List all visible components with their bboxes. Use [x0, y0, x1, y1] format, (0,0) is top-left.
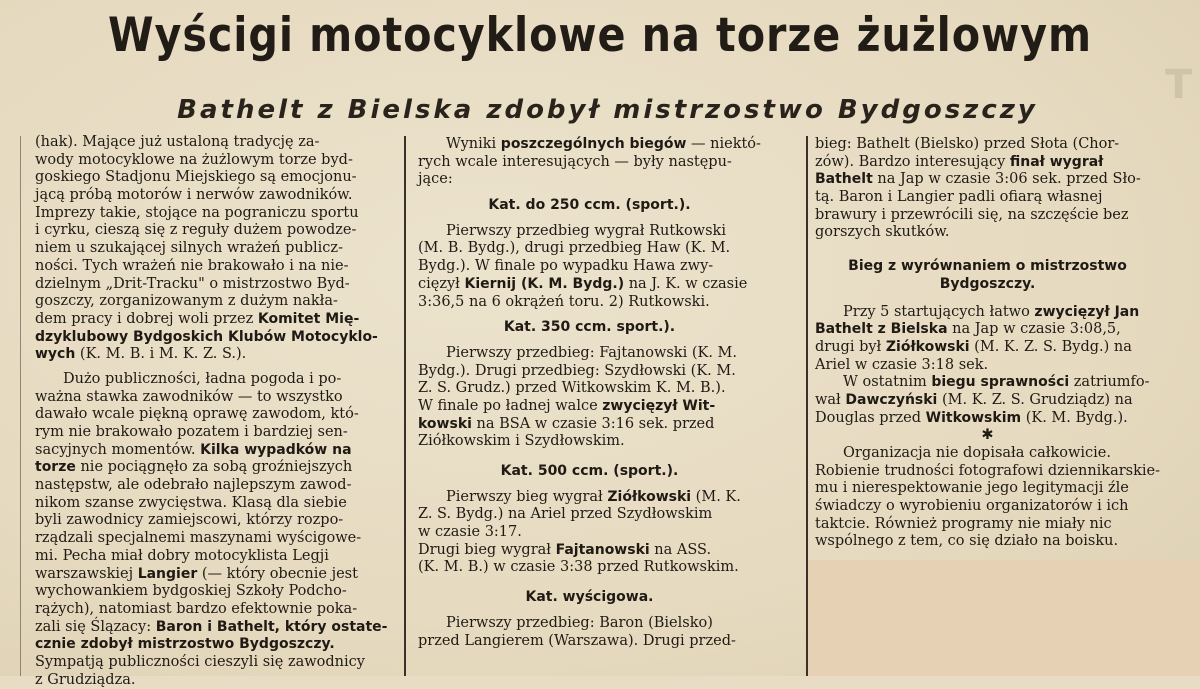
plain-text: Z. S. Grudz.) przed Witkowskim K. M. B.).: [418, 380, 726, 397]
plain-text: Bydg.). Drugi przedbieg: Szydłowski (K. M.: [418, 362, 736, 379]
text-line: [35, 672, 387, 689]
bold-text: Ziółkowski: [607, 488, 692, 505]
plain-text: ważna stawka zawodników — to wszystko: [35, 388, 343, 405]
text-line: [35, 530, 387, 548]
plain-text: rządzali specjalnemi maszynami wyścigowe-: [35, 530, 362, 547]
text-line: [418, 258, 761, 276]
text-line: [418, 276, 761, 294]
plain-text: następstw, ale odebrało najlepszym zawod-: [35, 477, 352, 494]
plain-text: W ostatnim: [843, 374, 932, 391]
text-line: [815, 374, 1160, 392]
text-line: [35, 134, 387, 152]
plain-text: cięzył: [418, 275, 465, 292]
text-line: [35, 406, 387, 424]
text-line: [815, 533, 1160, 551]
plain-text: w czasie 3:17.: [418, 524, 522, 541]
plain-text: Dużo publiczności, ładna pogoda i po-: [63, 370, 342, 387]
text-line: [815, 463, 1160, 481]
plain-text: (hak). Mające już ustaloną tradycję za-: [35, 134, 320, 150]
text-line: [35, 329, 387, 347]
text-line: [418, 633, 761, 651]
text-line: [418, 223, 761, 241]
bold-text: zwycięzył Jan: [1034, 303, 1140, 320]
section-heading: Bieg z wyrównaniem o mistrzostwo: [848, 258, 1127, 275]
plain-text: i cyrku, cieszą się z reguły dużem powodze-: [35, 222, 357, 239]
text-line: [815, 189, 1160, 207]
text-line: [35, 477, 387, 495]
plain-text: wychowankiem bydgoskiej Szkoły Podcho-: [35, 583, 347, 600]
plain-text: Douglas przed: [815, 409, 926, 426]
text-line: [35, 619, 387, 637]
text-line: [35, 512, 387, 530]
text-line: [35, 636, 387, 654]
plain-text: Pierwszy bieg wygrał: [446, 488, 608, 505]
section-heading: Kat. wyścigowa.: [525, 589, 654, 606]
bold-text: Kilka wypadków na: [200, 441, 352, 458]
text-line: [35, 442, 387, 460]
plain-text: — niektó-: [686, 136, 761, 152]
text-line: [815, 410, 1160, 428]
bold-text: Bathelt: [815, 171, 873, 188]
text-line: [35, 240, 387, 258]
spacer: [418, 311, 761, 319]
text-line: [418, 240, 761, 258]
text-line: [815, 357, 1160, 375]
spacer: [418, 215, 761, 223]
section-heading: Bydgoszczy.: [939, 275, 1036, 292]
plain-text: goskiego Stadjonu Miejskiego są emocjonu-: [35, 169, 357, 186]
plain-text: Imprezy takie, stojące na pograniczu sportu: [35, 204, 359, 221]
text-line: [35, 346, 387, 364]
bold-text: Fajtanowski: [555, 541, 650, 558]
plain-text: 3:36,5 na 6 okrążeń toru. 2) Rutkowski.: [418, 293, 710, 310]
text-line: [815, 480, 1160, 498]
plain-text: na ASS.: [649, 541, 712, 558]
text-line: [418, 136, 761, 154]
plain-text: na BSA w czasie 3:16 sek. przed: [471, 415, 715, 432]
spacer: [418, 189, 761, 197]
bold-text: poszczególnych biegów: [500, 136, 687, 152]
text-line: [815, 304, 1160, 322]
text-line: [35, 459, 387, 477]
text-line: [418, 345, 761, 363]
plain-text: wody motocyklowe na żużlowym torze byd-: [35, 151, 353, 168]
plain-text: rych wcale interesujących — były następu-: [418, 153, 732, 170]
article-subheadline: Bathelt z Bielska zdobył mistrzostwo Bydgoszczy: [177, 95, 1038, 125]
plain-text: na Jap w czasie 3:08,5,: [947, 321, 1121, 338]
text-line: [35, 152, 387, 170]
plain-text: (M. K. Z. S. Grudziądz) na: [937, 391, 1133, 408]
plain-text: zów). Bardzo interesujący: [815, 153, 1010, 170]
plain-text: świadczy o wyrobieniu organizatorów i ich: [815, 498, 1129, 515]
plain-text: (K. M. B. i M. K. Z. S.).: [75, 346, 247, 363]
section-divider-star: ✱: [981, 427, 994, 444]
plain-text: jące:: [418, 171, 453, 188]
blank-paper-area: [808, 560, 1200, 676]
bold-text: Witkowskim: [925, 409, 1022, 426]
text-line: [418, 398, 761, 416]
plain-text: W finale po ładnej walce: [418, 397, 603, 414]
plain-text: mu i nierespektowanie jego legitymacji źle: [815, 480, 1129, 497]
plain-text: brawury i przewrócili się, na szczęście bez: [815, 206, 1129, 223]
column-2: [418, 136, 761, 650]
text-line: [815, 136, 1160, 154]
plain-text: zatriumfo-: [1069, 374, 1150, 391]
bold-text: torze: [35, 459, 76, 476]
spacer: [815, 294, 1160, 304]
text-line: [35, 222, 387, 240]
bold-text: biegu sprawności: [931, 374, 1070, 391]
bold-text: dzyklubowy Bydgoskich Klubów Motocyklo-: [35, 328, 378, 345]
text-line: [418, 524, 761, 542]
section-heading: Kat. 350 ccm. sport.).: [503, 319, 676, 336]
text-line: [815, 445, 1160, 463]
text-line: [815, 516, 1160, 534]
bold-text: cznie zdobył mistrzostwo Bydgoszczy.: [35, 636, 335, 653]
column-1: [35, 134, 387, 689]
plain-text: Z. S. Bydg.) na Ariel przed Szydłowskim: [418, 506, 713, 523]
bold-text: Dawczyński: [845, 391, 938, 408]
text-line: [35, 548, 387, 566]
plain-text: wspólnego z tem, co się działo na boisku.: [815, 533, 1119, 550]
bold-text: Komitet Mię-: [257, 310, 360, 327]
text-line: [35, 495, 387, 513]
plain-text: sacyjnych momentów.: [35, 441, 201, 458]
spacer: [418, 481, 761, 489]
section-heading: Kat. 500 ccm. (sport.).: [500, 463, 679, 479]
text-line: [815, 498, 1160, 516]
text-line: [35, 311, 387, 329]
text-line: [35, 424, 387, 442]
plain-text: Przy 5 startujących łatwo: [843, 303, 1035, 320]
text-line: [35, 583, 387, 601]
text-line: [418, 559, 761, 577]
text-line: [35, 276, 387, 294]
text-line: [35, 601, 387, 619]
text-line: [418, 542, 761, 560]
spacer: [418, 451, 761, 463]
plain-text: Bydg.). W finale po wypadku Hawa zwy-: [418, 258, 714, 275]
plain-text: Robienie trudności fotografowi dziennikarskie-: [815, 462, 1160, 479]
text-line: [35, 654, 387, 672]
plain-text: nie pociągnęło za sobą groźniejszych: [75, 459, 353, 476]
bold-text: finał wygrał: [1009, 153, 1104, 170]
bold-text: Langier: [137, 565, 198, 582]
column-3: [815, 136, 1160, 551]
bold-text: Baron i Bathelt, który ostate-: [155, 618, 388, 635]
text-line: [418, 615, 761, 633]
plain-text: z Grudziądza.: [35, 671, 136, 688]
plain-text: zali się Ślązacy:: [35, 618, 156, 635]
bold-text: wych: [35, 346, 76, 363]
plain-text: taktcie. Również programy nie miały nic: [815, 515, 1112, 532]
plain-text: mi. Pecha miał dobry motocyklista Legji: [35, 547, 329, 564]
plain-text: Sympatją publiczności cieszyli się zawodnicy: [35, 653, 365, 670]
plain-text: bieg: Bathelt (Bielsko) przed Słota (Chor-: [815, 136, 1120, 152]
column-rule-1: [404, 136, 406, 676]
bold-text: Bathelt z Bielska: [815, 321, 948, 338]
plain-text: drugi był: [815, 338, 886, 355]
text-line: [35, 389, 387, 407]
article-headline: Wyścigi motocyklowe na torze żużlowym: [108, 8, 1092, 63]
text-line: [815, 339, 1160, 357]
text-line: [35, 187, 387, 205]
text-line: [35, 258, 387, 276]
plain-text: Ziółkowskim i Szydłowskim.: [418, 433, 625, 450]
plain-text: Pierwszy przedbieg: Baron (Bielsko): [446, 614, 713, 631]
bold-text: zwycięzył Wit-: [602, 397, 716, 414]
bold-text: kowski: [418, 415, 472, 432]
plain-text: Organizacja nie dopisała całkowicie.: [843, 445, 1111, 461]
plain-text: Pierwszy przedbieg: Fajtanowski (K. M.: [446, 344, 737, 361]
text-line: [418, 171, 761, 189]
spacer: [418, 607, 761, 615]
text-line: [35, 293, 387, 311]
plain-text: goszczy, zorganizowanym z dużym nakła-: [35, 293, 338, 310]
text-line: [418, 294, 761, 312]
plain-text: dem pracy i dobrej woli przez: [35, 310, 258, 327]
plain-text: rążych), natomiast bardzo efektownie poka-: [35, 600, 358, 617]
spacer: [35, 364, 387, 371]
plain-text: (— który obecnie jest: [197, 565, 358, 582]
plain-text: gorszych skutków.: [815, 224, 950, 241]
bleed-through-right: T: [1165, 62, 1193, 108]
plain-text: Pierwszy przedbieg wygrał Rutkowski: [446, 222, 726, 239]
plain-text: na J. K. w czasie: [624, 275, 748, 292]
plain-text: Drugi bieg wygrał: [418, 541, 556, 558]
plain-text: na Jap w czasie 3:06 sek. przed Sło-: [872, 171, 1141, 188]
section-heading: Kat. do 250 ccm. (sport.).: [488, 197, 691, 214]
text-line: [815, 224, 1160, 242]
bold-text: Ziółkowski: [885, 338, 970, 355]
plain-text: byli zawodnicy zamiejscowi, którzy rozpo-: [35, 512, 344, 529]
spacer: [418, 577, 761, 589]
plain-text: dzielnym „Drit-Tracku" o mistrzostwo Byd-: [35, 275, 350, 292]
spacer: [418, 337, 761, 345]
spacer: [815, 242, 1160, 258]
text-line: [815, 392, 1160, 410]
plain-text: Wyniki: [446, 136, 501, 152]
text-line: [418, 489, 761, 507]
text-line: [815, 207, 1160, 225]
text-line: [35, 371, 387, 389]
plain-text: (K. M. Bydg.).: [1021, 409, 1128, 426]
text-line: [815, 321, 1160, 339]
text-line: [35, 566, 387, 584]
plain-text: dawało wcale piękną oprawę zawodom, któ-: [35, 406, 359, 423]
plain-text: tą. Baron i Langier padli ofiarą własnej: [815, 189, 1103, 206]
plain-text: (M. K. Z. S. Bydg.) na: [969, 338, 1132, 355]
column-rule-left-edge: [20, 136, 21, 676]
text-line: [418, 416, 761, 434]
text-line: [35, 169, 387, 187]
text-line: [815, 154, 1160, 172]
text-line: [418, 506, 761, 524]
plain-text: niem u szukającej silnych wrażeń publicz-: [35, 240, 343, 257]
plain-text: rym nie brakowało pozatem i bardziej sen-: [35, 424, 348, 440]
bold-text: Kiernij (K. M. Bydg.): [464, 275, 625, 292]
text-line: [418, 380, 761, 398]
plain-text: przed Langierem (Warszawa). Drugi przed-: [418, 632, 736, 649]
plain-text: nikom szanse zwycięstwa. Klasą dla siebie: [35, 494, 347, 511]
plain-text: (K. M. B.) w czasie 3:38 przed Rutkowskim.: [418, 559, 739, 576]
plain-text: (M. B. Bydg.), drugi przedbieg Haw (K. M.: [418, 240, 731, 257]
text-line: [418, 363, 761, 381]
plain-text: wał: [815, 391, 846, 408]
plain-text: jącą próbą motorów i nerwów zawodników.: [35, 187, 353, 204]
plain-text: Ariel w czasie 3:18 sek.: [815, 356, 989, 373]
text-line: [35, 205, 387, 223]
plain-text: ności. Tych wrażeń nie brakowało i na nie-: [35, 257, 349, 274]
text-line: [418, 433, 761, 451]
plain-text: (M. K.: [691, 488, 741, 505]
text-line: [815, 171, 1160, 189]
text-line: [418, 154, 761, 172]
plain-text: warszawskiej: [35, 565, 138, 582]
